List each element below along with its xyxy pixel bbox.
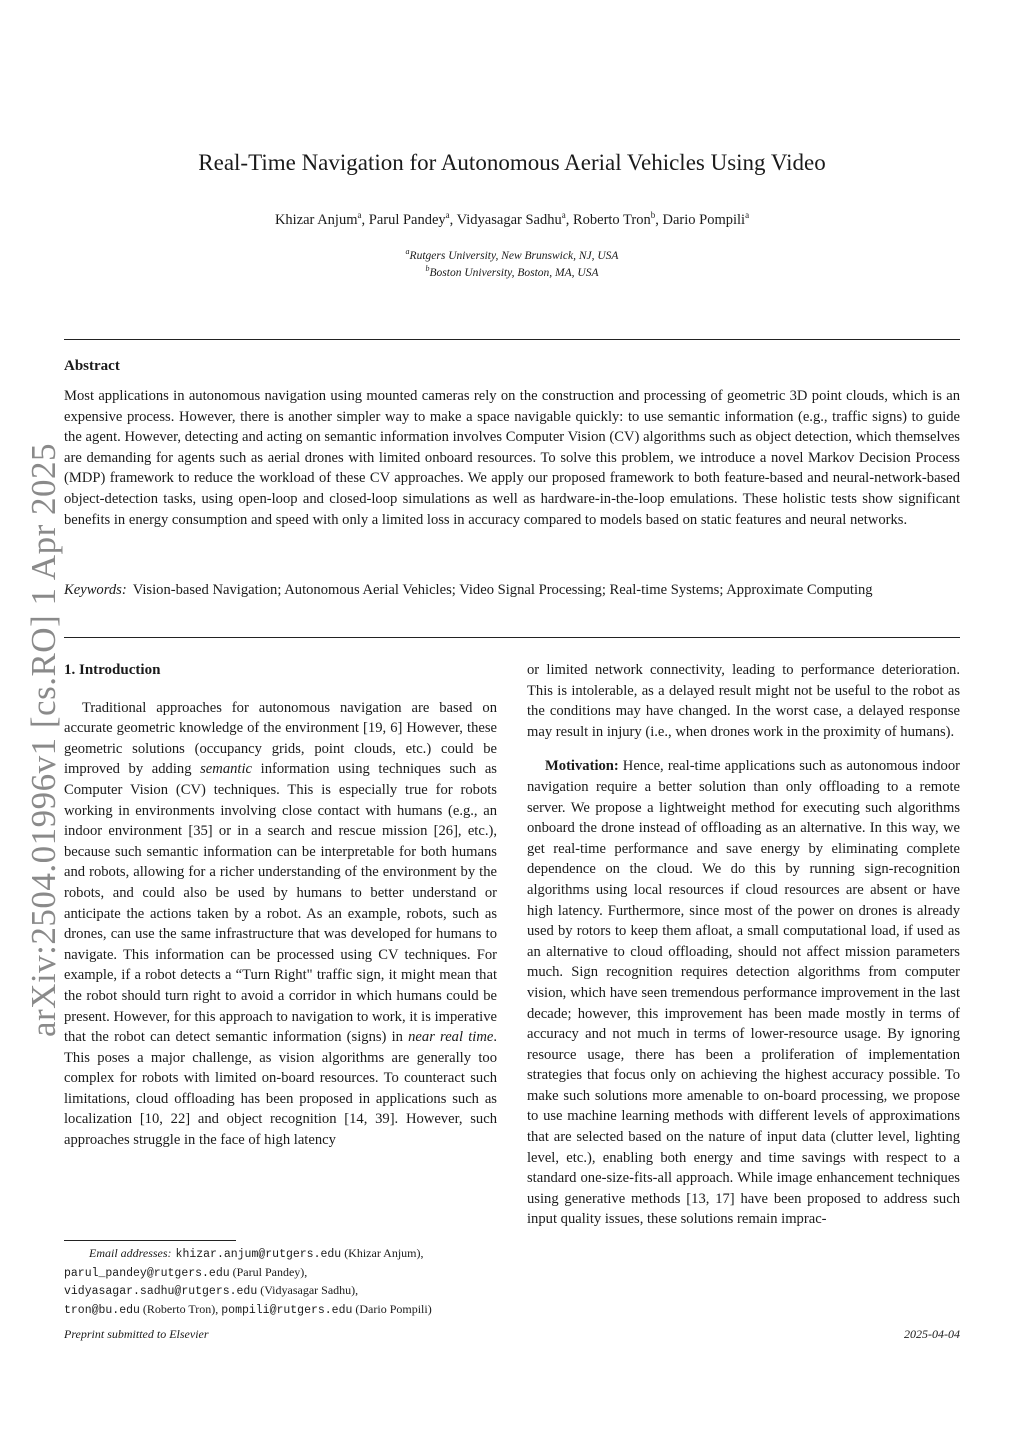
introduction-paragraph [64,698,497,1151]
section-heading-introduction: 1. Introduction [64,662,161,678]
author-affiliation-mark: b [650,210,656,220]
affiliation-mark: b [425,264,430,273]
footnote-rule [64,1240,236,1241]
author-affiliation-mark: a [745,210,750,220]
left-column [64,660,497,1151]
email-footnote [64,1245,504,1319]
abstract-bottom-rule [64,637,960,638]
emphasis-text: semantic [200,761,253,778]
author-name: Parul Pandey [368,211,446,228]
author-affiliation-mark: a [445,210,450,220]
author-name: Vidyasagar Sadhu [456,211,562,228]
paragraph-text: . This poses a major challenge, as vision algorithms are generally too complex for robots with limited on-board resources. To counteract such limitations, cloud offloading has been proposed in applications such as localization [10, 22] and object recognition [14, 39]. However, such approaches struggle in the face of high latency [64,1029,497,1149]
email-link[interactable]: khizar.anjum@rutgers.edu [175,1248,342,1261]
paragraph-text: Hence, real-time applications such as autonomous indoor navigation require a better solution than only offloading to a remote server. We propose a lightweight method for executing such algorithms onboard the drone instead of offloading as an alternative. In this way, we get real-time performance and save energy by eliminating complete dependence on the cloud. We do this by running sign-recognition algorithms using local resources if cloud resources are absent or have high latency. Furthermore, since most of the power on drones is already used by rotors to keep them afloat, a small computational load, if used as an alternative to cloud offloading, should not affect mission parameters much. Sign recognition requires detection algorithms from computer vision, which have seen tremendous performance improvement in the last decade; however, this improvement has been made mostly in terms of accuracy and not much in terms of lower-resource usage. By ignoring resource usage, there has been a proliferation of implementation strategies that focus only on achieving the highest accuracy possible. To make such solutions more amenable to on-board processing, we propose to use machine learning methods with different levels of approximations that are selected based on the nature of input data (clutter level, lighting level, etc.), enabling both energy and time savings with respect to a standard one-size-fits-all approach. While image enhancement techniques using generative methods [13, 17] have been proposed to address such input quality issues, these solutions remain imprac- [527,758,960,1228]
email-owner: (Roberto Tron), [142,1301,219,1316]
affiliation-b [64,264,960,279]
email-link[interactable]: parul_pandey@rutgers.edu [64,1266,230,1280]
affiliation-text: Boston University, Boston, MA, USA [429,266,599,279]
email-owner: (Dario Pompili) [355,1301,432,1316]
paragraph-text: Traditional approaches for autonomous navigation are based on accurate geometric knowledge of the environment [19, 6] However, these geometric solutions (occupancy grids, point clouds, etc.) could be improved by adding [64,699,497,778]
author-name: Dario Pompili [662,211,746,228]
preprint-date: 2025-04-04 [904,1327,960,1341]
email-owner: (Vidyasagar Sadhu), [260,1283,359,1298]
affiliation-a [64,247,960,262]
abstract-heading: Abstract [64,358,120,374]
abstract-top-rule [64,339,960,340]
motivation-paragraph [527,756,960,1230]
author-name: Roberto Tron [572,211,651,228]
keywords-text: Vision-based Navigation; Autonomous Aerial Vehicles; Video Signal Processing; Real-time Systems; Approximate Computing [132,582,873,598]
keywords [64,580,960,601]
abstract-body: Most applications in autonomous navigation using mounted cameras rely on the construction and processing of geometric 3D point clouds, which is an expensive process. However, there is another simpler way to make a space navigable quickly: to use semantic information (e.g., traffic signs) to guide the agent. However, detecting and acting on semantic information involves Computer Vision (CV) algorithms such as object detection, which themselves are demanding for agents such as aerial drones with limited onboard resources. To solve this problem, we introduce a novel Markov Decision Process (MDP) framework to reduce the workload of these CV approaches. We apply our proposed framework to both feature-based and neural-network-based object-detection tasks, using open-loop and closed-loop simulations as well as hardware-in-the-loop emulations. These holistic tests show significant benefits in energy consumption and speed with only a limited loss in accuracy compared to models based on static features and neural networks. [64,388,960,528]
paper-title: Real-Time Navigation for Autonomous Aerial Vehicles Using Video [198,150,826,175]
right-column [527,660,960,1230]
author-list: Khizar Anjum$^a$, Parul Pandey$^a$, Vidyasagar Sadhu$^a$, Roberto Tron$^b$, Dario Pompili$^a$ [274,210,750,228]
email-link[interactable]: pompili@rutgers.edu [221,1303,353,1317]
paragraph-text: information using techniques such as Computer Vision (CV) techniques. This is especially true for robots working in environments involving close contact with humans (e.g., an indoor environment [35] or in a search and rescue mission [26], etc.), because such semantic information can be interpretable for both humans and robots, allowing for a richer understanding of the environment by the robots, and could also be used by humans to better understand or anticipate the actions taken by a robot. As an example, robots, such as drones, can use the same infrastructure that was developed for humans to navigate. This information can be processed using CV techniques. For example, if a robot detects a “Turn Right" traffic sign, it might mean that the robot should turn right to avoid a corridor in which humans could be present. However, for this approach to navigation to work, it is imperative that the robot can detect semantic information (signs) in [64,761,497,1046]
email-link[interactable]: tron@bu.edu [64,1303,140,1317]
keywords-label: Keywords: [64,582,127,598]
affiliation-mark: a [405,247,410,256]
footnote-label: Email addresses: [89,1246,172,1260]
arxiv-identifier-stamp: arXiv:2504.01996v1 [cs.RO] 1 Apr 2025 [24,443,63,1038]
author-affiliation-mark: a [561,210,566,220]
affiliation-text: Rutgers University, New Brunswick, NJ, USA [409,249,619,262]
author-name: Khizar Anjum [274,211,358,228]
continued-paragraph: or limited network connectivity, leading to performance deterioration. This is intolerable, as a delayed result might not be useful to the robot as the conditions may have changed. In the worst case, a delayed response may result in injury (i.e., when drones work in the proximity of humans). [527,662,960,740]
email-owner: (Parul Pandey), [232,1264,308,1279]
motivation-label: Motivation: [545,758,619,775]
email-owner: (Khizar Anjum), [344,1246,424,1260]
email-link[interactable]: vidyasagar.sadhu@rutgers.edu [64,1285,258,1299]
preprint-notice: Preprint submitted to Elsevier [64,1327,209,1341]
emphasis-text: near real time [408,1029,494,1046]
author-affiliation-mark: a [357,210,362,220]
